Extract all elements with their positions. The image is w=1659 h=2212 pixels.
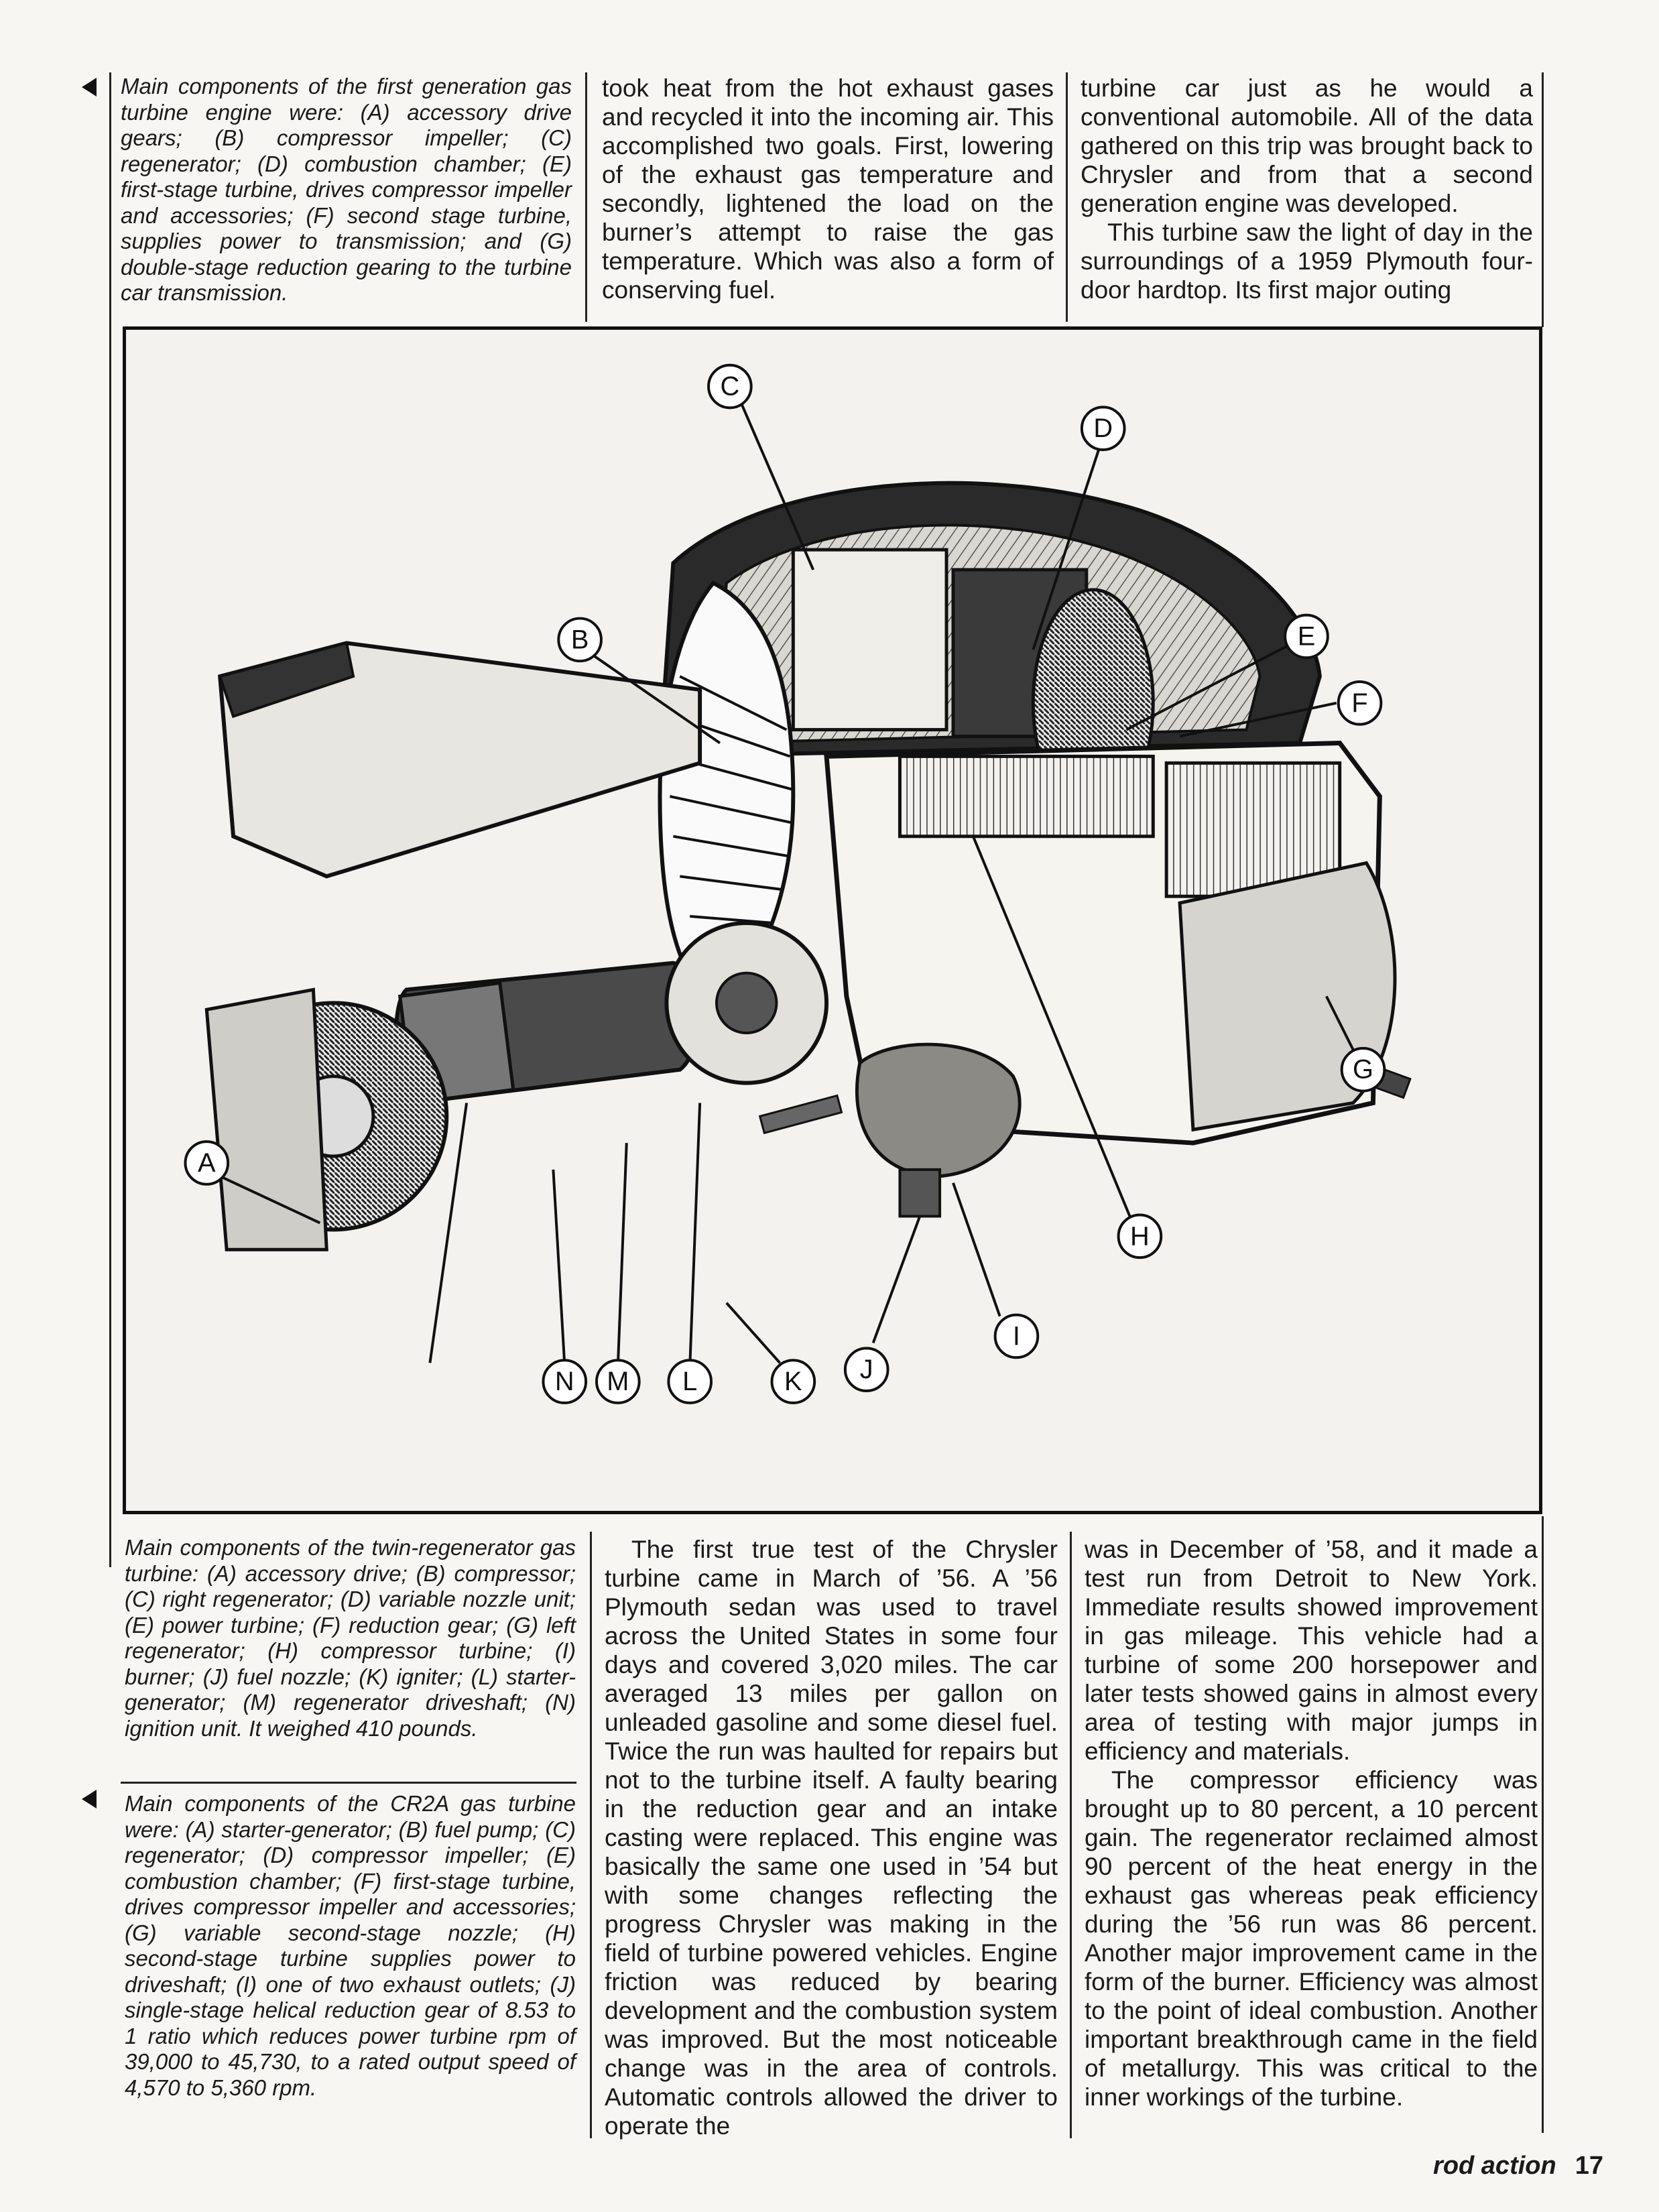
svg-text:K: K: [784, 1367, 802, 1397]
callout-E: [1285, 615, 1328, 658]
svg-text:E: E: [1297, 621, 1316, 652]
column-rule: [590, 1532, 592, 2138]
compressor-turbine-hub: [717, 973, 776, 1033]
svg-text:C: C: [720, 371, 740, 402]
callout-D: [1082, 407, 1125, 450]
svg-text:G: G: [1353, 1054, 1373, 1085]
column-3-bottom-paragraph-1: was in December of ’58, and it made a test run from Detroit to New York. Immediate results showed improvement in gas mileage. This vehicle had a turbine of some 200 horsepower and later tests showed gains in almost every area of testing with major jumps in efficiency and materials.: [1085, 1536, 1538, 1765]
column-rule: [585, 72, 587, 322]
callout-F: [1339, 682, 1381, 725]
column-3-bottom-paragraph-2: The compressor efficiency was brought up to 80 percent, a 10 percent gain. The regenerator reclaimed almost 90 percent of the heat energy in the exhaust gas whereas peak efficiency during the ’56 run was 86 percent. Another major improvement came in the form of the burner. Efficiency was almost to the point of ideal combustion. Another important breakthrough came in the field of metallurgy. This was critical to the inner workings of the turbine.: [1085, 1766, 1538, 2111]
fuel-nozzle: [900, 1170, 940, 1217]
column-rule: [1542, 1516, 1544, 2133]
svg-text:M: M: [607, 1367, 629, 1397]
callout-L: [668, 1360, 711, 1403]
svg-text:B: B: [570, 625, 589, 655]
caption-first-generation: Main components of the first generation gas turbine engine were: (A) accessory drive gears; (B) compressor impeller; (C) regenerator; (D) combustion chamber; (E) first-stage turbine, drives compressor impeller and accessories; (F) second stage turbine, supplies power to transmission; and (G) double-stage reduction gearing to the turbine car transmission.: [121, 74, 572, 305]
callout-K: [772, 1360, 815, 1403]
callout-A: [185, 1142, 228, 1184]
svg-text:H: H: [1130, 1221, 1150, 1251]
column-rule: [1070, 1532, 1072, 2138]
svg-text:L: L: [682, 1367, 698, 1397]
callout-B: [558, 619, 601, 662]
column-3-bottom-text: [1085, 1535, 1538, 2111]
page-number: 17: [1575, 2152, 1603, 2180]
accessory-drive-casing: [206, 989, 326, 1249]
magazine-name: rod action: [1433, 2152, 1556, 2180]
caption-separator-rule: [121, 1782, 576, 1784]
callout-G: [1342, 1048, 1385, 1091]
svg-text:A: A: [198, 1148, 216, 1178]
caption-pointer-arrow: [82, 1790, 97, 1808]
callout-C: [709, 365, 751, 408]
turbine-engine-cutaway-figure: [123, 326, 1542, 1514]
burner-assembly: [857, 1044, 1020, 1176]
callout-H: [1119, 1215, 1162, 1258]
igniter-plug: [760, 1095, 842, 1133]
callout-N: [543, 1360, 586, 1403]
right-regenerator-core: [793, 550, 946, 729]
regenerator-matrix: [900, 756, 1153, 836]
column-2-bottom-text: The first true test of the Chrysler turbine came in March of ’56. A ’56 Plymouth sedan was used to travel across the United States in some four days and covered 3,020 miles. The car averaged 13 miles per gallon on unleaded gasoline and some diesel fuel. Twice the run was haulted for repairs but not to the turbine itself. A faulty bearing in the reduction gear and an intake casting were replaced. This engine was basically the same one used in ’54 but with some changes reflecting the progress Chrysler was making in the field of turbine powered vehicles. Engine friction was reduced by bearing development and the combustion system was improved. But the most noticeable change was in the area of controls. Automatic controls allowed the driver to operate the: [605, 1536, 1058, 2140]
column-3-top-paragraph-2: This turbine saw the light of day in the surroundings of a 1959 Plymouth four-door hardtop. Its first major outing: [1081, 219, 1533, 304]
caption-cr2a: Main components of the CR2A gas turbine were: (A) starter-generator; (B) fuel pump; (C) regenerator; (D) compressor impeller; (E) combustion chamber; (F) first-stage turbine, drives compressor impeller and accessories; (G) variable second-stage nozzle; (H) second-stage turbine supplies power to driveshaft; (I) one of two exhaust outlets; (J) single-stage helical reduction gear of 8.53 to 1 ratio which reduces power turbine rpm of 39,000 to 45,730, to a rated output speed of 4,570 to 5,360 rpm.: [125, 1791, 576, 2100]
caption-twin-regenerator: Main components of the twin-regenerator gas turbine: (A) accessory drive; (B) compressor; (C) right regenerator; (D) variable nozzle unit; (E) power turbine; (F) reduction gear; (G) left regenerator; (H) compressor turbine; (I) burner; (J) fuel nozzle; (K) igniter; (L) starter-generator; (M) regenerator driveshaft; (N) ignition unit. It weighed 410 pounds.: [125, 1535, 576, 1741]
svg-text:D: D: [1093, 414, 1113, 444]
engine-illustration: [126, 330, 1539, 1511]
column-rule: [1542, 72, 1544, 327]
column-rule: [1066, 72, 1068, 322]
svg-text:N: N: [554, 1367, 574, 1397]
caption-pointer-arrow: [82, 78, 97, 97]
callout-I: [995, 1315, 1038, 1358]
svg-text:I: I: [1012, 1321, 1020, 1351]
svg-text:J: J: [859, 1355, 873, 1385]
column-3-top-text: [1081, 74, 1533, 304]
svg-text:F: F: [1351, 688, 1368, 718]
callout-J: [845, 1348, 888, 1391]
column-2-top-text: took heat from the hot exhaust gases and recycled it into the incoming air. This accomplished two goals. First, lowering of the exhaust gas temperature and secondly, lightened the load on the burner’s attempt to raise the gas temperature. Which was also a form of conserving fuel.: [602, 74, 1054, 304]
callout-M: [597, 1360, 639, 1403]
column-3-top-paragraph-1: turbine car just as he would a conventional automobile. All of the data gathered on this trip was brought back to Chrysler and from that a second generation engine was developed.: [1081, 74, 1533, 217]
page-footer: [1433, 2152, 1603, 2180]
column-rule: [109, 72, 111, 1567]
